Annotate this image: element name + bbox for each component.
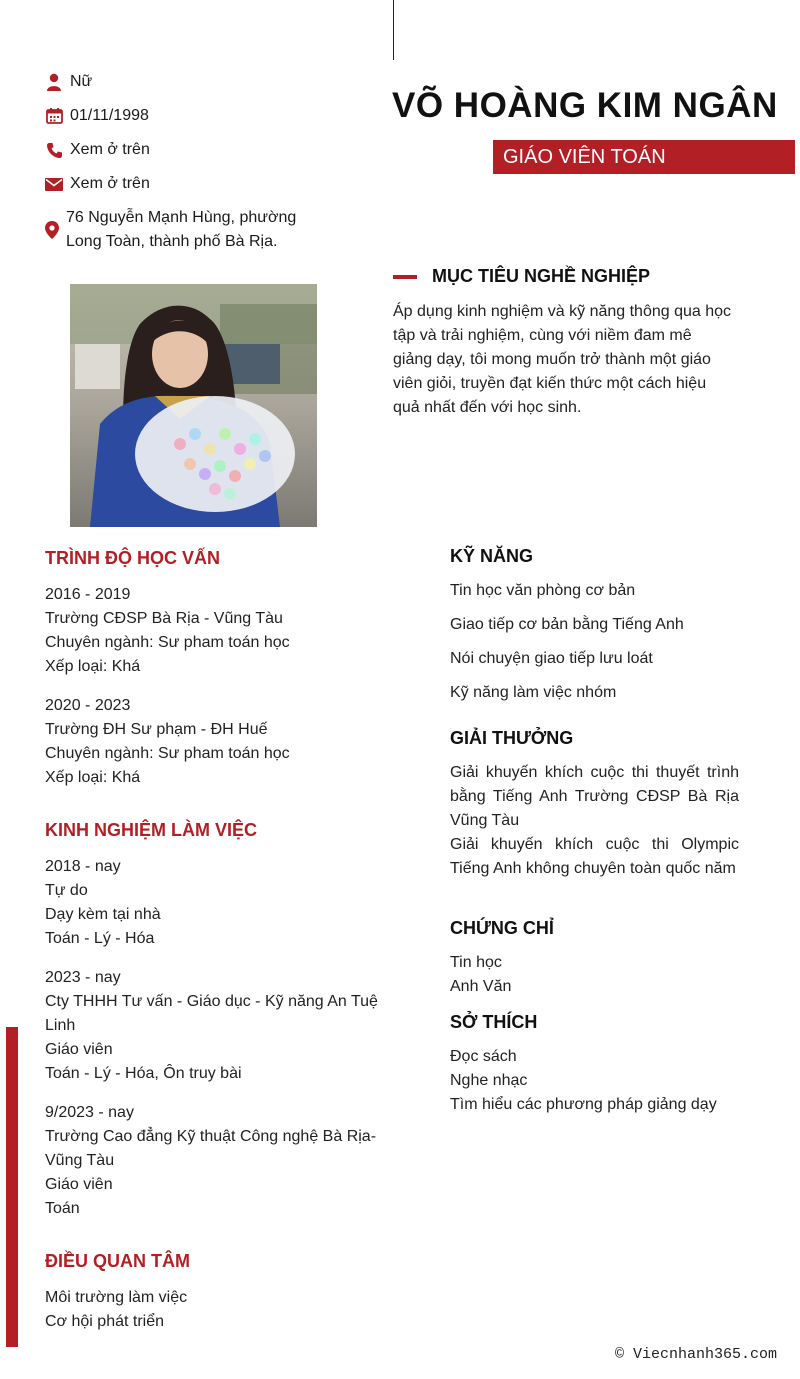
experience-desc: Toán [45,1200,80,1217]
interests-title: ĐIỀU QUAN TÂM [45,1251,190,1271]
awards-title: GIẢI THƯỞNG [450,728,574,748]
objective-text: Áp dụng kinh nghiệm và kỹ năng thông qua học tập và trải nghiệm, cùng với niềm đam mê giảng dạy, tôi mong muốn trở thành một giáo viên giỏi, truyền đạt kiến thức một cách hiệu quả nhất đến với học sinh. [393,303,732,416]
objective-dash [393,275,417,279]
experience-period: 2023 - nay [45,969,121,986]
email-text: Xem ở trên [70,175,150,192]
experience-desc: Toán - Lý - Hóa, Ôn truy bài [45,1065,242,1082]
hobby-item: Tìm hiểu các phương pháp giảng dạy [450,1096,717,1113]
experience-position: Giáo viên [45,1176,113,1193]
experience-company: Trường Cao đẳng Kỹ thuật Công nghệ Bà Rịa-Vũng Tàu [45,1128,377,1169]
phone-row [45,138,150,162]
education-period: 2020 - 2023 [45,697,131,714]
education-grade: Xếp loại: Khá [45,658,141,675]
experience-company: Tự do [45,882,88,899]
education-title: TRÌNH ĐỘ HỌC VẤN [45,548,220,568]
education-major: Chuyên ngành: Sư pham toán học [45,745,290,762]
skill-item: Tin học văn phòng cơ bản [450,582,636,599]
skill-item: Kỹ năng làm việc nhóm [450,684,617,701]
address-text: 76 Nguyễn Mạnh Hùng, phường Long Toàn, thành phố Bà Rịa. [66,209,297,250]
gender-text: Nữ [70,73,93,90]
experience-title: KINH NGHIỆM LÀM VIỆC [45,820,258,840]
birthday-text: 01/11/1998 [70,107,149,124]
education-major: Chuyên ngành: Sư pham toán học [45,634,290,651]
experience-item [45,855,395,951]
job-title-banner: GIÁO VIÊN TOÁN [493,140,795,174]
hobbies-title: SỞ THÍCH [450,1012,538,1032]
decorative-side-bar [6,1027,18,1347]
education-school: Trường ĐH Sư phạm - ĐH Huế [45,721,268,738]
list-item: Môi trường làm việc [45,1289,188,1306]
phone-text: Xem ở trên [70,141,150,158]
birthday-row [45,104,149,128]
experience-period: 9/2023 - nay [45,1104,134,1121]
skill-item: Giao tiếp cơ bản bằng Tiếng Anh [450,616,684,633]
certificates-list [450,951,740,999]
experience-period: 2018 - nay [45,858,121,875]
education-item [45,694,395,790]
footer-copyright: © Viecnhanh365.com [615,1346,778,1363]
education-grade: Xếp loại: Khá [45,769,141,786]
certificate-item: Anh Văn [450,978,512,995]
header-divider [393,0,394,60]
hobby-item: Đọc sách [450,1048,517,1065]
education-period: 2016 - 2019 [45,586,131,603]
objective-title: MỤC TIÊU NGHỀ NGHIỆP [432,266,651,286]
experience-position: Dạy kèm tại nhà [45,906,161,923]
award-item: Giải khuyến khích cuộc thi thuyết trình bằng Tiếng Anh Trường CĐSP Bà Rịa Vũng Tàu [450,764,739,829]
experience-desc: Toán - Lý - Hóa [45,930,155,947]
education-school: Trường CĐSP Bà Rịa - Vũng Tàu [45,610,283,627]
skills-title: KỸ NĂNG [450,546,534,566]
certificates-title: CHỨNG CHỈ [450,918,554,938]
hobbies-list [450,1045,770,1117]
list-item: Cơ hội phát triển [45,1313,164,1330]
experience-company: Cty THHH Tư vấn - Giáo dục - Kỹ năng An Tuệ Linh [45,993,378,1034]
education-item [45,583,395,679]
hobby-item: Nghe nhạc [450,1072,528,1089]
phone-icon [45,138,63,162]
objective-heading [393,266,650,287]
mail-icon [45,172,63,196]
person-icon [45,70,63,94]
address-row [45,206,315,254]
award-item: Giải khuyến khích cuộc thi Olympic Tiếng Anh không chuyên toàn quốc năm [450,836,739,877]
awards-list [450,761,739,881]
interests-list [45,1286,395,1334]
experience-position: Giáo viên [45,1041,113,1058]
skill-item: Nói chuyện giao tiếp lưu loát [450,650,653,667]
certificate-item: Tin học [450,954,502,971]
calendar-icon [45,104,63,128]
experience-item [45,966,395,1086]
profile-photo [70,284,317,527]
email-row [45,172,150,196]
location-pin-icon [45,206,59,254]
experience-item [45,1101,395,1221]
candidate-name: VÕ HOÀNG KIM NGÂN [392,86,778,125]
gender-row [45,70,92,94]
